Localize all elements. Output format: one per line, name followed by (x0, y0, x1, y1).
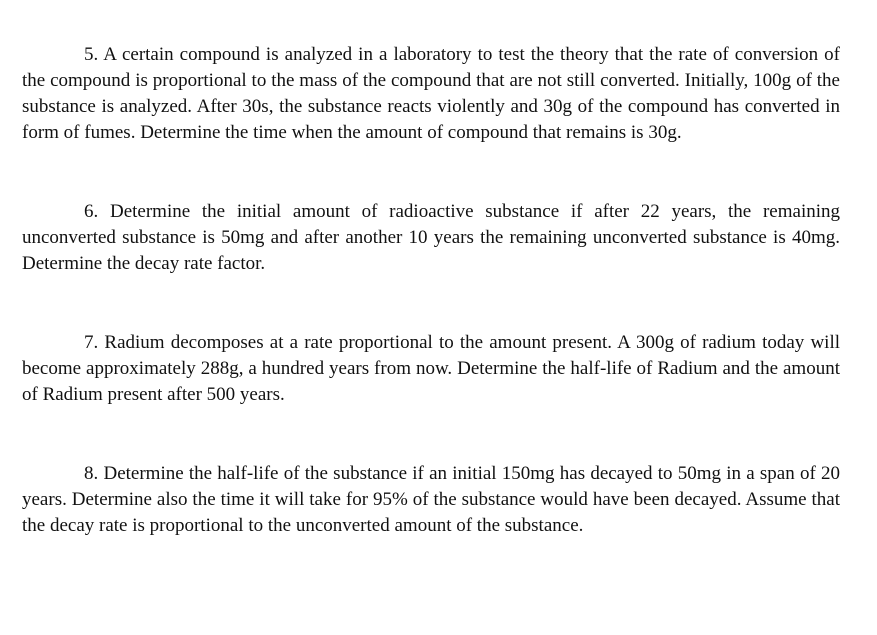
problem-number: 6. (84, 201, 99, 222)
problem-text: Determine the half-life of the substance if an initial 150mg has decayed to 50mg in a span of 20 years. Determine also the time it will take for 95% of the substance would have been decayed. Assume that the decay rate is proportional to the unconverted amount of the substance. (22, 463, 840, 536)
problem-5 (22, 42, 840, 146)
problem-6 (22, 199, 840, 277)
problem-8 (22, 461, 840, 539)
problem-7 (22, 330, 840, 408)
problem-text: Radium decomposes at a rate proportional to the amount present. A 300g of radium today will become approximately 288g, a hundred years from now. Determine the half-life of Radium and the amount of Radium present after 500 years. (22, 332, 841, 405)
problem-number: 5. (84, 44, 99, 65)
problem-text: Determine the initial amount of radioactive substance if after 22 years, the remaining unconverted substance is 50mg and after another 10 years the remaining unconverted substance is 40mg. Determine the decay rate factor. (22, 201, 840, 274)
problem-number: 7. (84, 332, 99, 353)
problem-number: 8. (84, 463, 99, 484)
problem-text: A certain compound is analyzed in a laboratory to test the theory that the rate of conversion of the compound is proportional to the mass of the compound that are not still converted. Initially, 100g of the substance is analyzed. After 30s, the substance reacts violently and 30g of the compound has converted in form of fumes. Determine the time when the amount of compound that remains is 30g. (22, 44, 841, 143)
problem-set (22, 42, 840, 539)
